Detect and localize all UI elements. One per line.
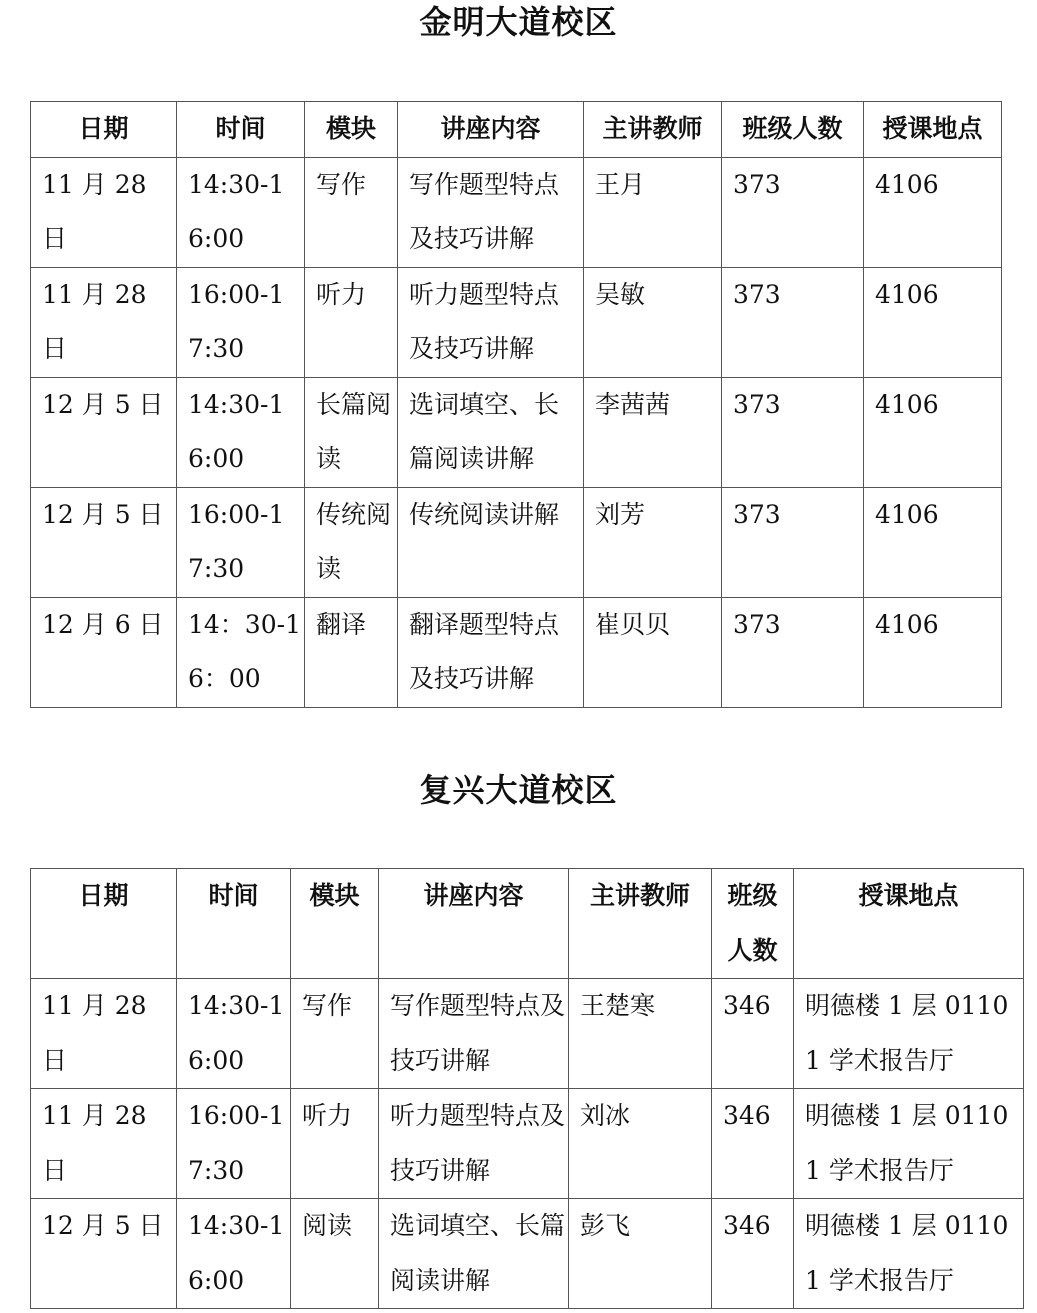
cell-module: 听力 bbox=[291, 1089, 379, 1199]
header-date: 日期 bbox=[31, 102, 177, 158]
cell-time: 14:30-16:00 bbox=[177, 157, 305, 267]
table-row bbox=[31, 487, 1002, 597]
cell-module: 长篇阅读 bbox=[305, 377, 398, 487]
cell-module: 听力 bbox=[305, 267, 398, 377]
campus-title-jinming: 金明大道校区 bbox=[419, 3, 618, 41]
cell-content: 选词填空、长篇阅读讲解 bbox=[398, 377, 584, 487]
cell-content: 写作题型特点及技巧讲解 bbox=[379, 979, 569, 1089]
header-teacher: 主讲教师 bbox=[584, 102, 722, 158]
cell-date: 11 月 28 日 bbox=[31, 157, 177, 267]
cell-date: 12 月 5 日 bbox=[31, 1199, 177, 1309]
schedule-table-jinming bbox=[30, 101, 1002, 708]
cell-teacher: 刘冰 bbox=[569, 1089, 712, 1199]
cell-teacher: 刘芳 bbox=[584, 487, 722, 597]
cell-class-size: 373 bbox=[722, 487, 864, 597]
cell-teacher: 崔贝贝 bbox=[584, 597, 722, 707]
header-content: 讲座内容 bbox=[379, 869, 569, 979]
cell-content: 听力题型特点及技巧讲解 bbox=[398, 267, 584, 377]
cell-module: 写作 bbox=[305, 157, 398, 267]
table-row bbox=[31, 267, 1002, 377]
table-row bbox=[31, 157, 1002, 267]
header-time: 时间 bbox=[177, 869, 291, 979]
header-content: 讲座内容 bbox=[398, 102, 584, 158]
header-class-size: 班级人数 bbox=[712, 869, 794, 979]
header-module: 模块 bbox=[291, 869, 379, 979]
cell-class-size: 346 bbox=[712, 1089, 794, 1199]
table-row bbox=[31, 979, 1024, 1089]
table-row bbox=[31, 597, 1002, 707]
cell-content: 传统阅读讲解 bbox=[398, 487, 584, 597]
cell-class-size: 346 bbox=[712, 1199, 794, 1309]
cell-module: 写作 bbox=[291, 979, 379, 1089]
cell-location: 4106 bbox=[864, 597, 1002, 707]
cell-class-size: 373 bbox=[722, 157, 864, 267]
cell-teacher: 彭飞 bbox=[569, 1199, 712, 1309]
cell-class-size: 346 bbox=[712, 979, 794, 1089]
table-row bbox=[31, 1089, 1024, 1199]
table-row bbox=[31, 377, 1002, 487]
cell-content: 听力题型特点及技巧讲解 bbox=[379, 1089, 569, 1199]
cell-location: 4106 bbox=[864, 267, 1002, 377]
cell-content: 选词填空、长篇阅读讲解 bbox=[379, 1199, 569, 1309]
cell-date: 12 月 6 日 bbox=[31, 597, 177, 707]
header-module: 模块 bbox=[305, 102, 398, 158]
cell-class-size: 373 bbox=[722, 377, 864, 487]
cell-module: 阅读 bbox=[291, 1199, 379, 1309]
cell-date: 12 月 5 日 bbox=[31, 377, 177, 487]
cell-time: 14：30-16：00 bbox=[177, 597, 305, 707]
header-date: 日期 bbox=[31, 869, 177, 979]
cell-location: 明德楼 1 层 01101 学术报告厅 bbox=[794, 1089, 1024, 1199]
cell-content: 写作题型特点及技巧讲解 bbox=[398, 157, 584, 267]
header-row bbox=[31, 869, 1024, 979]
header-teacher: 主讲教师 bbox=[569, 869, 712, 979]
schedule-table-fuxing bbox=[30, 868, 1024, 1309]
table-row bbox=[31, 1199, 1024, 1309]
cell-teacher: 王楚寒 bbox=[569, 979, 712, 1089]
cell-location: 4106 bbox=[864, 487, 1002, 597]
cell-content: 翻译题型特点及技巧讲解 bbox=[398, 597, 584, 707]
cell-date: 11 月 28 日 bbox=[31, 267, 177, 377]
header-location: 授课地点 bbox=[794, 869, 1024, 979]
cell-time: 16:00-17:30 bbox=[177, 487, 305, 597]
cell-time: 16:00-17:30 bbox=[177, 1089, 291, 1199]
header-time: 时间 bbox=[177, 102, 305, 158]
header-location: 授课地点 bbox=[864, 102, 1002, 158]
cell-location: 4106 bbox=[864, 157, 1002, 267]
cell-module: 翻译 bbox=[305, 597, 398, 707]
header-class-size: 班级人数 bbox=[722, 102, 864, 158]
cell-class-size: 373 bbox=[722, 597, 864, 707]
cell-location: 明德楼 1 层 01101 学术报告厅 bbox=[794, 1199, 1024, 1309]
cell-teacher: 王月 bbox=[584, 157, 722, 267]
header-row bbox=[31, 102, 1002, 158]
cell-class-size: 373 bbox=[722, 267, 864, 377]
cell-teacher: 吴敏 bbox=[584, 267, 722, 377]
cell-date: 11 月 28 日 bbox=[31, 979, 177, 1089]
cell-location: 4106 bbox=[864, 377, 1002, 487]
cell-date: 11 月 28 日 bbox=[31, 1089, 177, 1199]
cell-date: 12 月 5 日 bbox=[31, 487, 177, 597]
cell-module: 传统阅读 bbox=[305, 487, 398, 597]
campus-title-fuxing: 复兴大道校区 bbox=[419, 771, 618, 809]
cell-time: 14:30-16:00 bbox=[177, 1199, 291, 1309]
cell-location: 明德楼 1 层 01101 学术报告厅 bbox=[794, 979, 1024, 1089]
cell-teacher: 李茜茜 bbox=[584, 377, 722, 487]
cell-time: 14:30-16:00 bbox=[177, 377, 305, 487]
cell-time: 14:30-16:00 bbox=[177, 979, 291, 1089]
cell-time: 16:00-17:30 bbox=[177, 267, 305, 377]
